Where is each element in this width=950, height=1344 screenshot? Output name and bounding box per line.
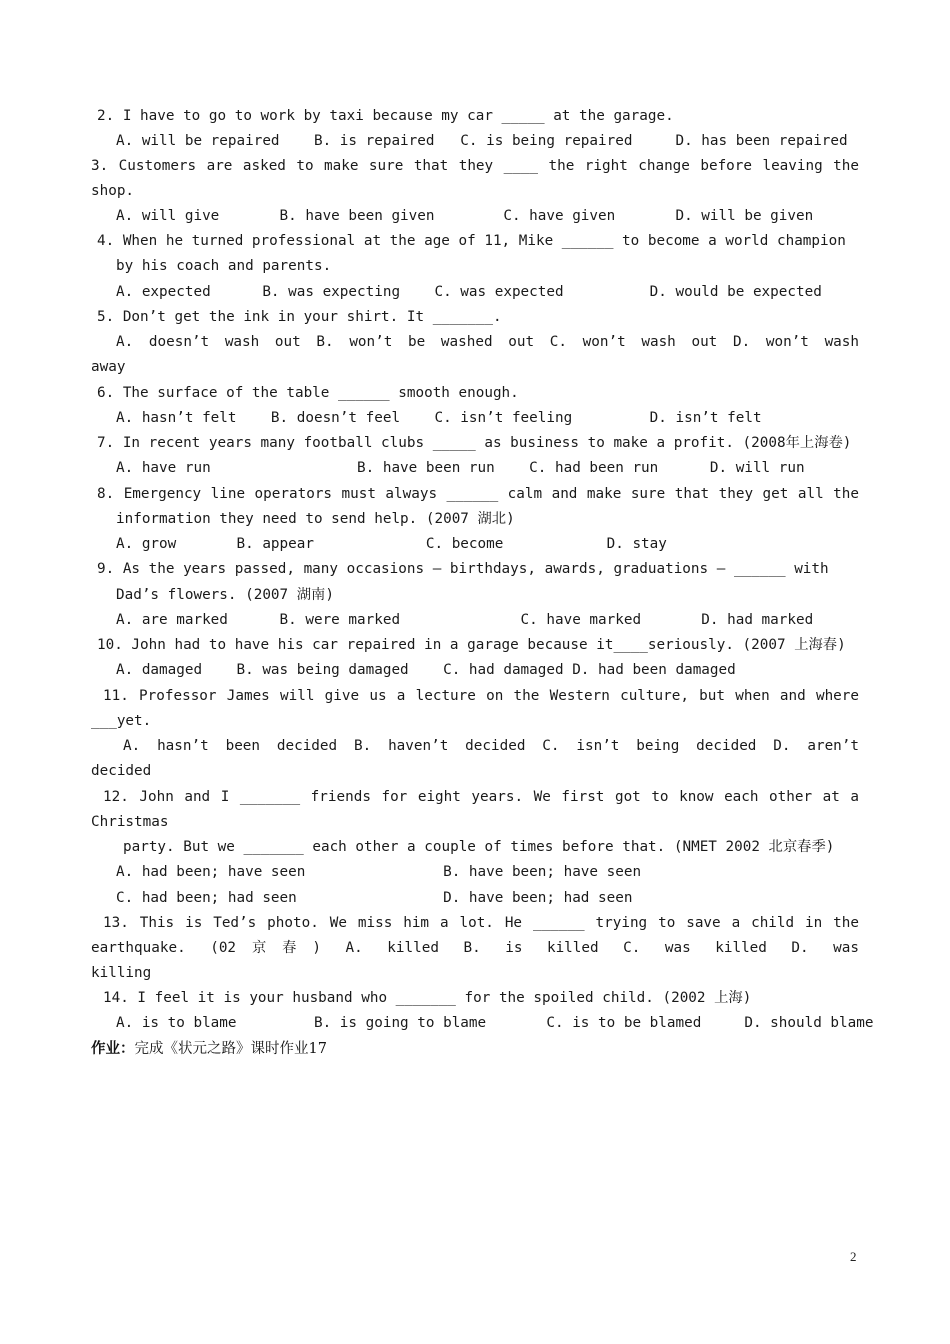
q10-options: A. damaged B. was being damaged C. had damaged D. had been damaged bbox=[116, 662, 736, 678]
q4-stem: 4. When he turned professional at the age of 11, Mike ______ to become a world champion bbox=[97, 233, 846, 249]
q12-options-cd: C. had been; had seen D. have been; had seen bbox=[116, 890, 633, 906]
q3-stem: 3. Customers are asked to make sure that they ____ the right change before leaving the bbox=[91, 158, 859, 174]
q14-stem: 14. I feel it is your husband who _______ for the spoiled child. (2002 上海) bbox=[103, 990, 752, 1006]
q11-options-cont: decided bbox=[91, 763, 152, 779]
q13-options-cont: killing bbox=[91, 965, 152, 981]
q7-options: A. have run B. have been run C. had been run D. will run bbox=[116, 460, 805, 476]
q8-stem: 8. Emergency line operators must always ______ calm and make sure that they get all the bbox=[97, 486, 859, 502]
homework-label: 作业： bbox=[91, 1040, 135, 1057]
q6-options: A. hasn’t felt B. doesn’t feel C. isn’t feeling D. isn’t felt bbox=[116, 410, 762, 426]
q12-stem-cont2: party. But we _______ each other a couple of times before that. (NMET 2002 北京春季) bbox=[123, 839, 835, 855]
q2-options: A. will be repaired B. is repaired C. is being repaired D. has been repaired bbox=[116, 133, 848, 149]
q7-stem: 7. In recent years many football clubs _____ as business to make a profit. (2008年上海卷) bbox=[97, 435, 852, 451]
q11-stem: 11. Professor James will give us a lecture on the Western culture, but when and where bbox=[103, 688, 859, 704]
q12-stem-cont: Christmas bbox=[91, 814, 169, 830]
q5-options-cont: away bbox=[91, 359, 126, 375]
homework-text: 完成《状元之路》课时作业17 bbox=[134, 1041, 327, 1057]
page-number: 2 bbox=[850, 1249, 857, 1264]
q10-stem: 10. John had to have his car repaired in a garage because it____seriously. (2007 上海春) bbox=[97, 637, 846, 653]
q6-stem: 6. The surface of the table ______ smooth enough. bbox=[97, 385, 519, 401]
q5-stem: 5. Don’t get the ink in your shirt. It _______. bbox=[97, 309, 502, 325]
q13-stem: 13. This is Ted’s photo. We miss him a lot. He ______ trying to save a child in the bbox=[103, 915, 859, 931]
q14-options: A. is to blame B. is going to blame C. is to be blamed D. should blame bbox=[116, 1015, 874, 1031]
q3-stem-cont: shop. bbox=[91, 183, 135, 199]
q9-options: A. are marked B. were marked C. have marked D. had marked bbox=[116, 612, 814, 628]
q4-options: A. expected B. was expecting C. was expected D. would be expected bbox=[116, 284, 822, 300]
homework-line bbox=[91, 1040, 327, 1058]
q3-options: A. will give B. have been given C. have given D. will be given bbox=[116, 208, 814, 224]
q11-options: A. hasn’t been decided B. haven’t decided C. isn’t being decided D. aren’t bbox=[123, 738, 859, 754]
q12-stem: 12. John and I _______ friends for eight years. We first got to know each other at a bbox=[103, 789, 859, 805]
q2-stem: 2. I have to go to work by taxi because my car _____ at the garage. bbox=[97, 108, 674, 124]
q13-options: earthquake. (02京春) A. killed B. is killed C. was killed D. was bbox=[91, 940, 859, 956]
q11-stem-cont: ___yet. bbox=[91, 713, 152, 729]
q4-stem-cont: by his coach and parents. bbox=[116, 258, 332, 274]
q9-stem-cont: Dad’s flowers. (2007 湖南) bbox=[116, 587, 334, 603]
q8-options: A. grow B. appear C. become D. stay bbox=[116, 536, 667, 552]
q9-stem: 9. As the years passed, many occasions — birthdays, awards, graduations — ______ with bbox=[97, 561, 829, 577]
q12-options-ab: A. had been; have seen B. have been; have seen bbox=[116, 864, 642, 880]
q5-options: A. doesn’t wash out B. won’t be washed out C. won’t wash out D. won’t wash bbox=[116, 334, 859, 350]
q8-stem-cont: information they need to send help. (2007 湖北) bbox=[116, 511, 515, 527]
